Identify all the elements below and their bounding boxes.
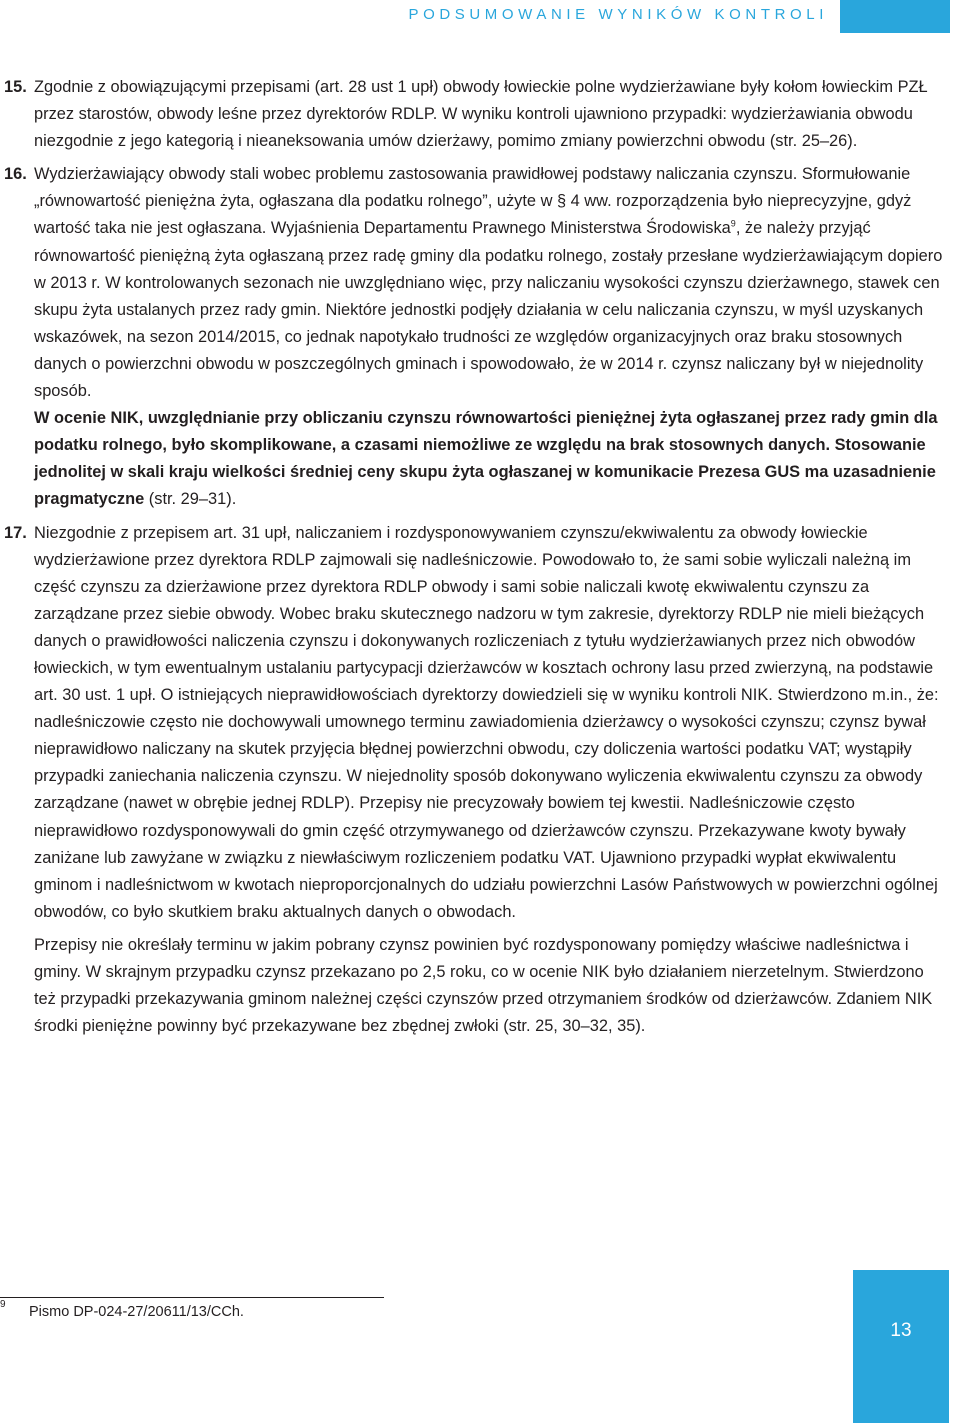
item-text: Wydzierżawiający obwody stali wobec problemu zastosowania prawidłowej podstawy naliczania czynszu. Sformułowanie „równowartość pieniężna żyta, ogłaszana dla podatku rolnego”, użyte w § 4 ww. rozporządzenia było nieprecyzyjne, gdyż wartość taka nie jest ogłaszana. Wyjaśnienia Departamentu Prawnego Ministerstwa Środowiska [34,165,912,238]
item-number: 15. [4,78,27,96]
document-body [0,74,950,1040]
item-text: Przepisy nie określały terminu w jakim pobrany czynsz powinien być rozdysponowany pomiędzy właściwe nadleśnictwa i gminy. W skrajnym przypadku czynsz przekazano po 2,5 roku, co w ocenie NIK było działaniem nierzetelnym. Stwierdzono też przypadki przekazywania gminom należnej części czynszów przed otrzymaniem środków od dzierżawców. Zdaniem NIK środki pieniężne powinny być przekazywane bez zbędnej zwłoki (str. 25, 30–32, 35). [34,935,933,1036]
nik-assessment: W ocenie NIK, uwzględnianie przy obliczaniu czynszu równowartości pieniężnej żyta ogłaszanej przez rady gmin dla podatku rolnego, było skomplikowane, a czasami niemożliwe ze względu na brak stosownych danych. Stosowanie jednolitej w skali kraju wielkości średniej ceny skupu żyta ogłaszanej w komunikacie Prezesa GUS ma uzasadnienie pragmatyczne [34,409,938,509]
footnote-ref[interactable]: 9 [730,219,736,229]
item-17-conclusion [0,932,950,1040]
page-number: 13 [890,1320,912,1341]
running-header-title: PODSUMOWANIE WYNIKÓW KONTROLI [408,6,828,23]
page-reference: (str. 29–31). [144,490,237,509]
item-15 [0,74,950,155]
item-16 [0,161,950,513]
page-number-tab [853,1270,949,1423]
item-text-continued: , że należy przyjąć równowartość pieniężną żyta ogłaszaną przez radę gminy dla podatku rolnego, zostały przesłane wydzierżawiającym dopiero w 2013 r. W kontrolowanych sezonach nie uwzględniano więc, przy naliczaniu wysokości czynszu dzierżawnego, stawek cen skupu żyta ustalanych przez rady gmin. Niektóre jednostki podjęły działania w celu naliczania czynszu, w myśl uzyskanych wskazówek, na sezon 2014/2015, co jednak napotykało trudności ze względów organizacyjnych oraz braku stosownych danych o powierzchni obwodu w poszczególnych gminach i spowodowało, że w 2014 r. czynsz naliczany był w niejednolity sposób. [34,219,943,401]
item-text: Zgodnie z obowiązującymi przepisami (art. 28 ust 1 upł) obwody łowieckie polne wydzierżawiane były kołom łowieckim PZŁ przez starostów, obwody leśne przez dyrektorów RDLP. W wyniku kontroli ujawniono przypadki: wydzierżawiania obwodu niezgodnie z jego kategorią i nieaneksowania umów dzierżawy, pomimo zmiany powierzchni obwodu (str. 25–26). [34,78,928,151]
footnote-text: Pismo DP-024-27/20611/13/CCh. [29,1304,244,1320]
footnote-divider [0,1297,384,1298]
header-accent-bar [840,0,950,33]
item-number: 16. [4,165,27,184]
item-17 [0,520,950,926]
footnote-mark: 9 [0,1299,6,1310]
findings-list: nadleśniczowie często nie dochowywali umownego terminu zawiadomienia dzierżawcy o wysokości czynszu; czynsz bywał nieprawidłowo naliczany na skutek przyjęcia błędnej powierzchni obwodu, czy doliczenia wartości podatku VAT; wystąpiły przypadki zaniechania naliczenia czynszu. W niejednolity sposób dokonywano wyliczenia ekwiwalentu czynszu za obwody zarządzane (nawet w obrębie jednej RDLP). Przepisy nie precyzowały bowiem tej kwestii. Nadleśniczowie często nieprawidłowo rozdysponowywali do gmin część otrzymywanego od dzierżawców czynszu. Przekazywane kwoty bywały zaniżane lub zawyżane w związku z niewłaściwym rozliczeniem podatku VAT. Ujawniono przypadki wypłat ekwiwalentu gminom i nadleśnictwom w kwotach nieproporcjonalnych do udziału powierzchni Lasów Państwowych w powierzchni ogólnej obwodów, co było skutkiem braku aktualnych danych o obwodach. [34,713,938,921]
item-number: 17. [4,523,27,542]
item-text: Niezgodnie z przepisem art. 31 upł, naliczaniem i rozdysponowywaniem czynszu/ekwiwalentu za obwody łowieckie wydzierżawione przez dyrektora RDLP zajmowali się nadleśniczowie. Powodowało to, że sami sobie wyliczali należną im część czynszu za dzierżawione przez dyrektora RDLP obwody i sami sobie naliczali kwotę ekwiwalentu czynszu za zarządzane przez siebie obwody. Wobec braku skutecznego nadzoru w tym zakresie, dyrektorzy RDLP nie mieli bieżących danych o prawidłowości naliczenia czynszu i dokonywanych rozliczeniach z tytułu wydzierżawianych przez nich obwodów łowieckich, w tym ewentualnym ustalaniu partycypacji dzierżawców w kosztach ochrony lasu przed zwierzyną, na podstawie art. 30 ust. 1 upł. O istniejących nieprawidłowościach dyrektorzy dowiedzieli się w wyniku kontroli NIK. Stwierdzono m.in., że: [34,523,939,705]
